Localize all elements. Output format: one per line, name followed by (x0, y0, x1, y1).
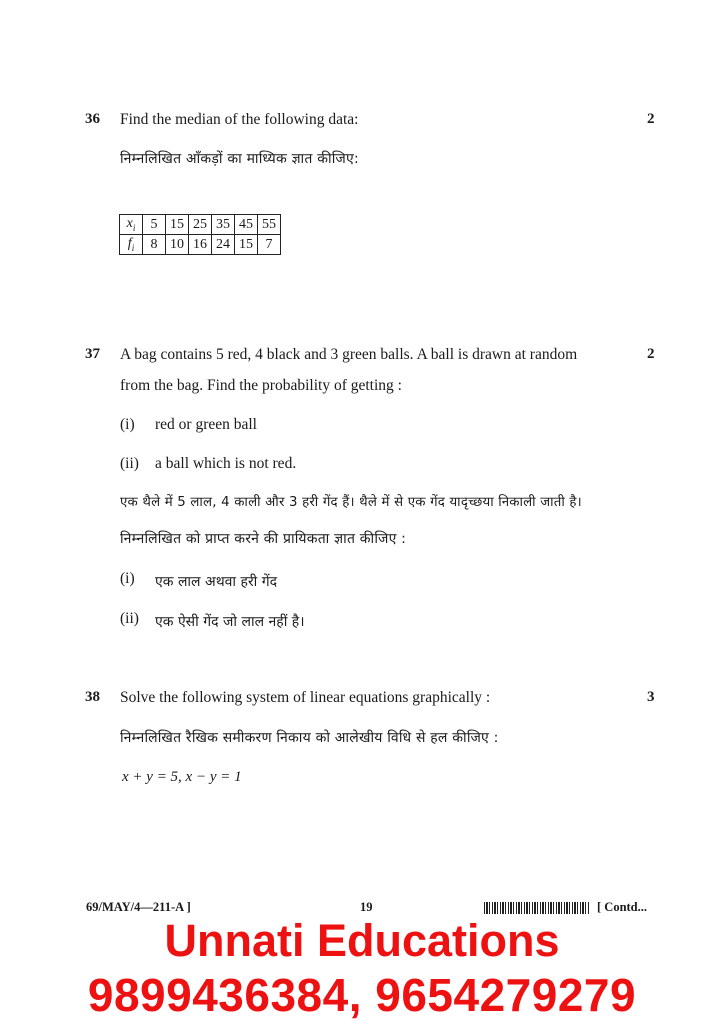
question-36-text-hi: निम्नलिखित आँकड़ों का माध्यिक ज्ञात कीजिए: (120, 151, 359, 167)
question-36-number: 36 (85, 111, 100, 127)
part-i-text-hi: एक लाल अथवा हरी गेंद (155, 574, 278, 590)
page-number: 19 (360, 900, 373, 914)
table-cell: 35 (212, 215, 235, 235)
table-row-f: $f_i$ 8 10 16 24 15 7 (120, 235, 281, 255)
part-i-label-hi: (i) (120, 570, 135, 587)
question-37-text-hi-line1: एक थैले में 5 लाल, 4 काली और 3 हरी गेंद हैं। थैले में से एक गेंद यादृच्छया निकाली जाती है। (120, 495, 582, 510)
question-37-text-en-line1: A bag contains 5 red, 4 black and 3 green balls. A ball is drawn at random (120, 346, 578, 363)
table-cell: 25 (189, 215, 212, 235)
question-37-marks: 2 (647, 346, 655, 362)
question-37-text-hi-line2: निम्नलिखित को प्राप्त करने की प्रायिकता ज्ञात कीजिए : (120, 531, 407, 547)
continued-label: [ Contd... (597, 900, 648, 914)
table-cell: 55 (258, 215, 281, 235)
part-ii-label-hi: (ii) (120, 610, 139, 627)
barcode-icon (484, 902, 590, 914)
table-cell: 16 (189, 235, 212, 255)
brand-phone-numbers: 9899436384, 9654279279 (87, 969, 637, 1021)
part-ii-label-en: (ii) (120, 455, 139, 472)
part-i-label-en: (i) (120, 416, 135, 433)
table-cell: 7 (258, 235, 281, 255)
question-38-text-hi: निम्नलिखित रैखिक समीकरण निकाय को आलेखीय विधि से हल कीजिए : (120, 730, 499, 746)
table-cell: 15 (166, 215, 189, 235)
question-37-text-en-line2: from the bag. Find the probability of getting : (120, 377, 402, 394)
table-row-x: $x_i$ 5 15 25 35 45 55 (120, 215, 281, 235)
part-i-text-en: red or green ball (155, 416, 257, 433)
question-36-text-en: Find the median of the following data: (120, 111, 359, 128)
question-36-marks: 2 (647, 111, 655, 127)
table-cell: 15 (235, 235, 258, 255)
paper-code: 69/MAY/4—211-A ] (86, 900, 191, 914)
question-38-number: 38 (85, 689, 100, 705)
table-cell: 24 (212, 235, 235, 255)
equation: x + y = 5, x − y = 1 (122, 769, 242, 785)
table-cell: 5 (143, 215, 166, 235)
table-cell: 45 (235, 215, 258, 235)
table-cell: 10 (166, 235, 189, 255)
row-label: x (126, 216, 133, 232)
part-ii-text-hi: एक ऐसी गेंद जो लाल नहीं है। (155, 614, 305, 630)
question-37-number: 37 (85, 346, 100, 362)
frequency-table (119, 214, 281, 255)
part-ii-text-en: a ball which is not red. (155, 455, 297, 472)
row-label: f (127, 236, 132, 252)
question-38-text-en: Solve the following system of linear equations graphically : (120, 689, 491, 706)
question-38-marks: 3 (647, 689, 655, 705)
brand-name: Unnati Educations (164, 915, 560, 966)
table-cell: 8 (143, 235, 166, 255)
